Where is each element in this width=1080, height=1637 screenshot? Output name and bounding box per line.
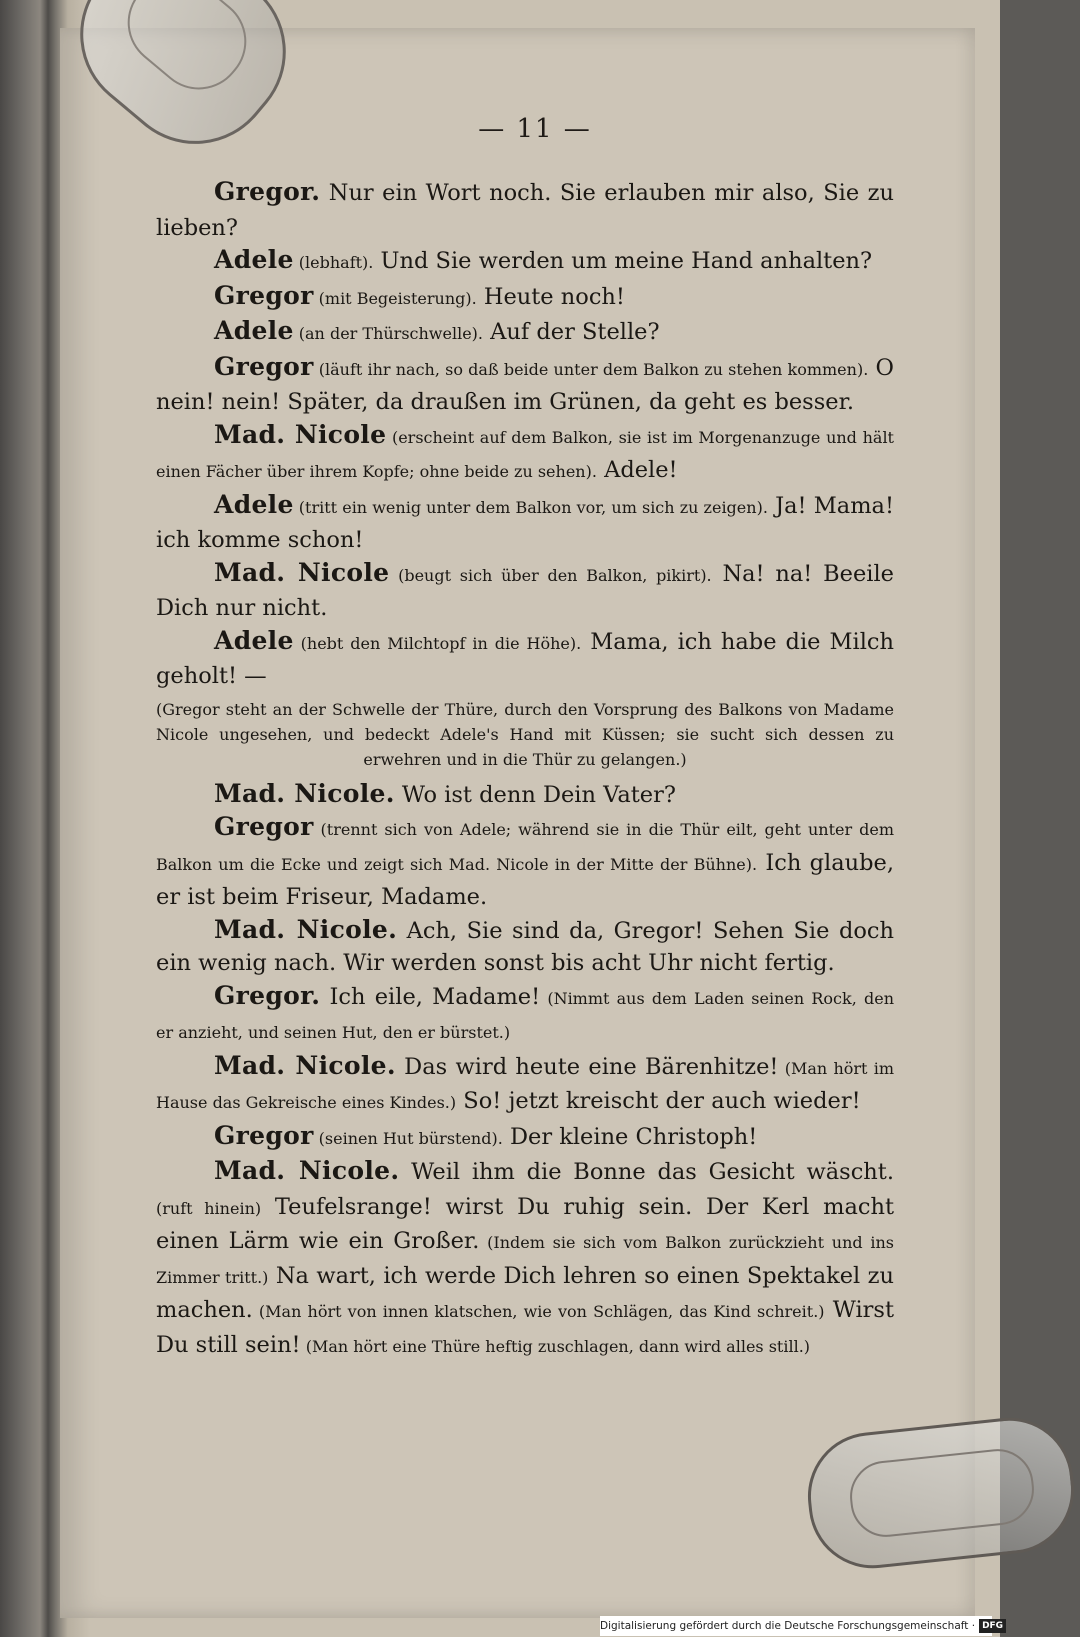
speaker: Gregor xyxy=(214,351,314,381)
dialogue-line: Mad. Nicole. Weil ihm die Bonne das Gesicht wäscht. (ruft hinein) Teufelsrange! wirst Du ruhig sein. Der Kerl macht einen Lärm wie ein Großer. (Indem sie sich vom Balkon zurückzieht und ins Zimmer tritt.) Na wart, ich werde Dich lehren so einen Spektakel zu machen. (Man hört von innen klatschen, wie von Schlägen, das Kind schreit.) Wirst Du still sein! (Man hört eine Thüre heftig zuschlagen, dann wird alles still.) xyxy=(156,1156,895,1358)
dialogue-line: Gregor (mit Begeisterung). Heute noch! xyxy=(214,280,625,310)
dialogue-line: Gregor. Nur ein Wort noch. Sie erlauben mir also, Sie zu lieben? xyxy=(156,177,894,241)
dialogue-line: Gregor (trennt sich von Adele; während sie in die Thür eilt, geht unter dem Balkon um die Ecke und zeigt sich Mad. Nicole in der Mitte der Bühne). Ich glaube, er ist beim Friseur, Madame. xyxy=(156,812,894,910)
dialogue-line: Adele (tritt ein wenig unter dem Balkon vor, um sich zu zeigen). Ja! Mama! ich komme schon! xyxy=(156,489,894,553)
dfg-logo: DFG xyxy=(979,1619,1006,1633)
speaker: Mad. Nicole xyxy=(214,419,387,449)
speaker: Gregor. xyxy=(214,980,321,1010)
dialogue-line: Mad. Nicole. Wo ist denn Dein Vater? xyxy=(214,778,676,808)
speaker: Mad. Nicole. xyxy=(214,1156,400,1185)
speaker: Adele xyxy=(214,316,294,345)
speaker: Mad. Nicole. xyxy=(214,778,395,808)
speaker: Gregor xyxy=(214,812,314,841)
page-number: — 11 — xyxy=(478,114,592,144)
dialogue-line: Adele (lebhaft). Und Sie werden um meine Hand anhalten? xyxy=(214,245,873,274)
dialogue-line: Gregor (seinen Hut bürstend). Der kleine Christoph! xyxy=(214,1120,758,1150)
speaker: Gregor. xyxy=(214,177,321,206)
stage-direction: (Gregor steht an der Schwelle der Thüre, durch den Vorsprung des Balkons von Madame Nicole ungesehen, und bedeckt Adele's Hand mit Küssen; sie sucht sich dessen zu erwehren und in die Thür zu gelangen.) xyxy=(156,699,894,769)
speaker: Adele xyxy=(214,245,294,274)
speaker: Gregor xyxy=(214,280,314,310)
dialogue-line: Mad. Nicole (beugt sich über den Balkon, pikirt). Na! na! Beeile Dich nur nicht. xyxy=(156,557,895,621)
digitization-footer xyxy=(600,1616,1004,1636)
play-text xyxy=(156,176,894,1363)
dialogue-line: Mad. Nicole. Ach, Sie sind da, Gregor! Sehen Sie doch ein wenig nach. Wir werden sonst bis acht Uhr nicht fertig. xyxy=(156,914,894,976)
dialogue-line: Mad. Nicole (erscheint auf dem Balkon, sie ist im Morgenanzuge und hält einen Fächer über ihrem Kopfe; ohne beide zu sehen). Adele! xyxy=(156,419,894,483)
speaker: Adele xyxy=(214,489,294,519)
speaker: Gregor xyxy=(214,1120,314,1150)
footer-credit: Digitalisierung gefördert durch die Deutsche Forschungsgemeinschaft · xyxy=(600,1620,976,1632)
dialogue-line: Mad. Nicole. Das wird heute eine Bärenhitze! (Man hört im Hause das Gekreische eines Kindes.) So! jetzt kreischt der auch wieder! xyxy=(156,1050,894,1114)
dialogue-line: Gregor (läuft ihr nach, so daß beide unter dem Balkon zu stehen kommen). O nein! nein! Später, da draußen im Grünen, da geht es besser. xyxy=(156,351,894,415)
speaker: Mad. Nicole. xyxy=(214,914,398,944)
dialogue-line: Gregor. Ich eile, Madame! (Nimmt aus dem Laden seinen Rock, den er anzieht, und seinen Hut, den er bürstet.) xyxy=(156,980,894,1042)
speaker: Mad. Nicole xyxy=(214,557,390,587)
speaker: Mad. Nicole. xyxy=(214,1050,396,1080)
dialogue-line: Adele (hebt den Milchtopf in die Höhe). Mama, ich habe die Milch geholt! — xyxy=(156,625,895,689)
speaker: Adele xyxy=(214,625,294,655)
dialogue-line: Adele (an der Thürschwelle). Auf der Stelle? xyxy=(214,316,660,345)
